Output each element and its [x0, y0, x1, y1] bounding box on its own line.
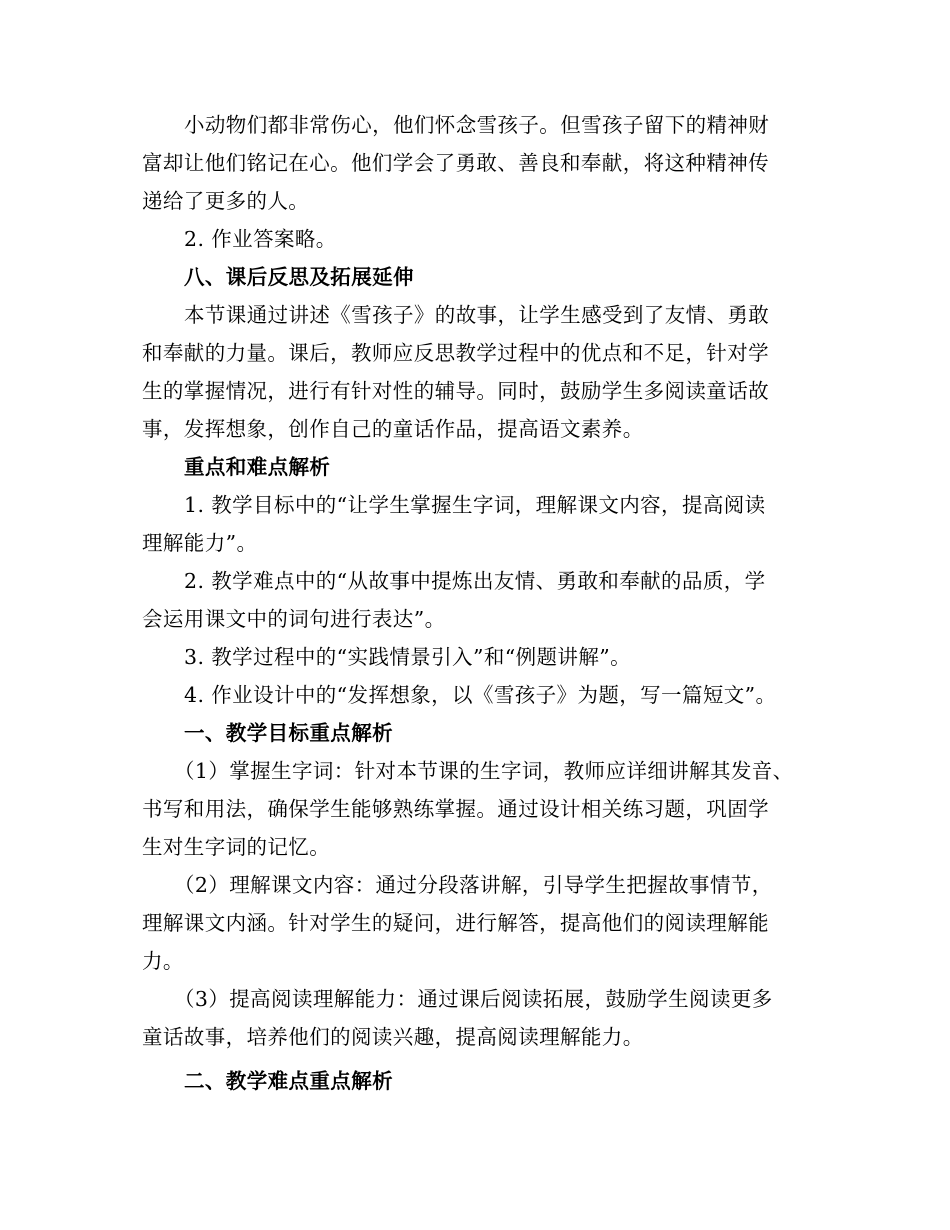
heading-text: 一、教学目标重点解析	[184, 721, 393, 745]
text-line: 2. 教学难点中的“从故事中提炼出友情、勇敢和奉献的品质，学	[184, 569, 766, 593]
paragraph-homework-answer	[142, 220, 832, 258]
heading-text: 八、课后反思及拓展延伸	[184, 265, 414, 289]
text-line: 和奉献的力量。课后，教师应反思教学过程中的优点和不足，针对学	[142, 341, 769, 365]
paragraph-key-point-1	[142, 486, 832, 562]
text-line: 力。	[142, 949, 184, 973]
text-line: 富却让他们铭记在心。他们学会了勇敢、善良和奉献，将这种精神传	[142, 151, 769, 175]
text-line: 理解能力”。	[142, 531, 258, 555]
paragraph-key-point-2	[142, 562, 832, 638]
paragraph-objective-3	[142, 980, 832, 1056]
paragraph-snow-child-ending	[142, 106, 832, 220]
text-line: 理解课文内涵。针对学生的疑问，进行解答，提高他们的阅读理解能	[142, 911, 769, 935]
text-line: 事，发挥想象，创作自己的童话作品，提高语文素养。	[142, 417, 644, 441]
paragraph-reflection	[142, 296, 832, 448]
paragraph-objective-1	[142, 752, 832, 866]
text-line: 3. 教学过程中的“实践情景引入”和“例题讲解”。	[184, 645, 631, 669]
text-line: 小动物们都非常伤心，他们怀念雪孩子。但雪孩子留下的精神财	[184, 113, 770, 137]
heading-text: 重点和难点解析	[184, 455, 331, 479]
section-heading-reflection	[142, 258, 832, 296]
text-line: （3）提高阅读理解能力：通过课后阅读拓展，鼓励学生阅读更多	[174, 987, 773, 1011]
paragraph-objective-2	[142, 866, 832, 980]
heading-text: 二、教学难点重点解析	[184, 1069, 393, 1093]
text-line: 会运用课文中的词句进行表达”。	[142, 607, 446, 631]
text-line: （2）理解课文内容：通过分段落讲解，引导学生把握故事情节，	[174, 873, 773, 897]
text-line: 书写和用法，确保学生能够熟练掌握。通过设计相关练习题，巩固学	[142, 797, 769, 821]
text-line: 1. 教学目标中的“让学生掌握生字词，理解课文内容，提高阅读	[184, 493, 766, 517]
text-line: 2. 作业答案略。	[184, 227, 337, 251]
paragraph-key-point-4	[142, 676, 832, 714]
text-line: 童话故事，培养他们的阅读兴趣，提高阅读理解能力。	[142, 1025, 644, 1049]
text-line: 本节课通过讲述《雪孩子》的故事，让学生感受到了友情、勇敢	[184, 303, 770, 327]
section-heading-key-points	[142, 448, 832, 486]
section-heading-objectives	[142, 714, 832, 752]
text-line: 4. 作业设计中的“发挥想象，以《雪孩子》为题，写一篇短文”。	[184, 683, 777, 707]
text-line: 生对生字词的记忆。	[142, 835, 331, 859]
text-line: 生的掌握情况，进行有针对性的辅导。同时，鼓励学生多阅读童话故	[142, 379, 769, 403]
paragraph-key-point-3	[142, 638, 832, 676]
text-line: （1）掌握生字词：针对本节课的生字词，教师应详细讲解其发音、	[174, 759, 794, 783]
document-page	[142, 106, 832, 1100]
text-line: 递给了更多的人。	[142, 189, 310, 213]
section-heading-difficulties	[142, 1062, 832, 1100]
